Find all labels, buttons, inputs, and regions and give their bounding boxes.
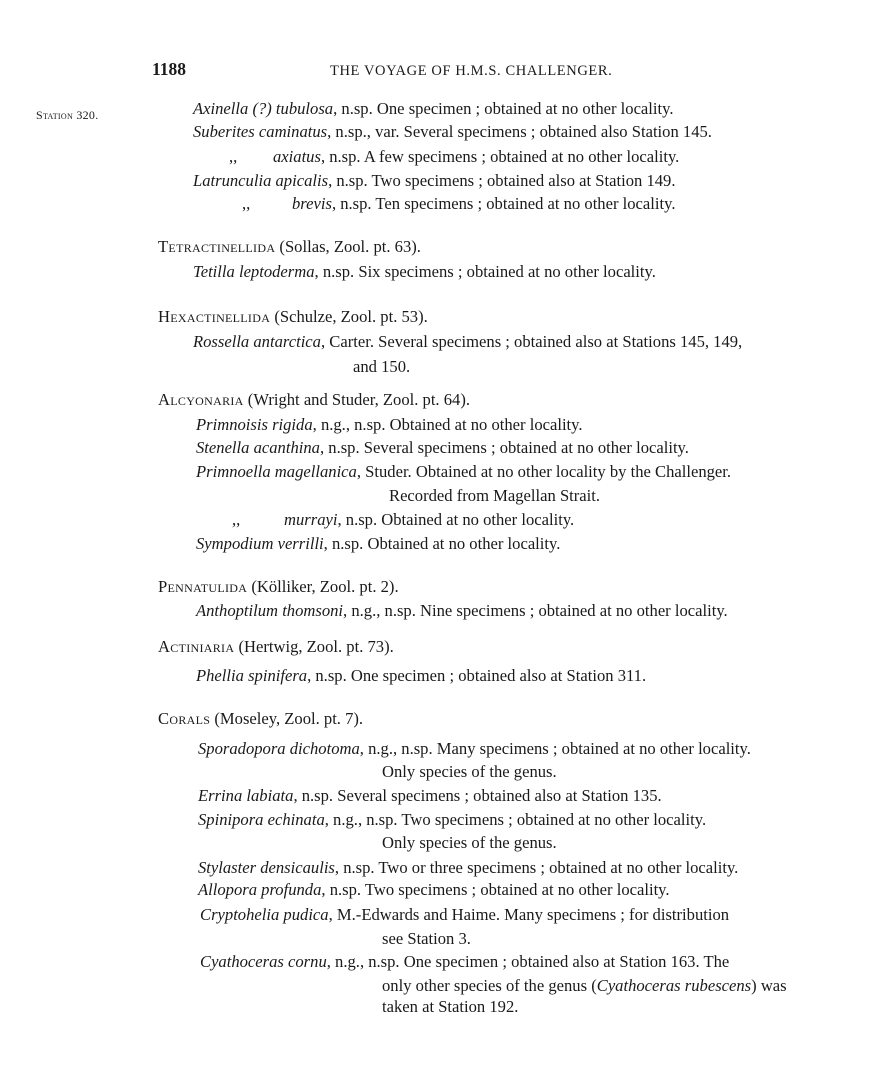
page-number: 1188 (152, 59, 187, 79)
group-name: Pennatulida (158, 577, 248, 596)
entry-cryptohelia-continued: see Station 3. (382, 929, 471, 948)
running-title: THE VOYAGE OF H.M.S. CHALLENGER. (330, 63, 613, 79)
group-ref: (Hertwig, Zool. pt. 73). (234, 637, 394, 656)
section-heading-tetractinellida (158, 236, 421, 259)
entry-text: , n.sp. Obtained at no other locality. (323, 534, 561, 553)
entry-text: , n.sp. Ten specimens ; obtained at no other locality. (331, 194, 676, 213)
entry-latrunculia-apicalis (193, 170, 676, 193)
section-heading-corals (158, 708, 363, 731)
group-name: Corals (158, 709, 211, 728)
species-name: Cyathoceras cornu (200, 952, 327, 971)
entry-cyathoceras-continued-1 (382, 975, 787, 998)
entry-phellia (196, 665, 646, 688)
station-label: Station 320. (36, 108, 99, 122)
entry-sympodium (196, 533, 560, 556)
entry-rossella-continued: and 150. (353, 357, 411, 376)
entry-cryptohelia (200, 904, 729, 927)
entry-errina (198, 785, 662, 808)
entry-primnoella-murrayi (232, 509, 574, 532)
species-name: Stenella acanthina (196, 438, 320, 457)
species-name: Suberites caminatus (193, 122, 328, 141)
entry-text: , n.sp. Two or three specimens ; obtained at no other locality. (334, 858, 739, 877)
entry-suberites-caminatus (193, 121, 712, 144)
entry-rossella (193, 331, 742, 354)
ditto-mark: ,, (232, 510, 241, 529)
species-name: Stylaster densicaulis (198, 858, 335, 877)
entry-text: , n.sp. Two specimens ; obtained at no other locality. (321, 880, 670, 899)
entry-anthoptilum (196, 600, 728, 623)
entry-text: , n.g., n.sp. Many specimens ; obtained at no other locality. (359, 739, 751, 758)
entry-primnoella (196, 461, 731, 484)
species-name: Primnoisis rigida (196, 415, 313, 434)
entry-text: , n.sp., var. Several specimens ; obtained also Station 145. (327, 122, 712, 141)
entry-stylaster (198, 857, 738, 880)
entry-allopora (198, 879, 670, 902)
entry-text: , n.sp. Two specimens ; obtained also at Station 149. (328, 171, 676, 190)
entry-sporadopora (198, 738, 751, 761)
entry-text: , n.sp. Several specimens ; obtained at no other locality. (319, 438, 689, 457)
entry-text: , Studer. Obtained at no other locality by the Challenger. (356, 462, 732, 481)
entry-text: , Carter. Several specimens ; obtained also at Stations 145, 149, (320, 332, 743, 351)
entry-text: only other species of the genus ( (382, 976, 597, 995)
entry-text: , n.g., n.sp. One specimen ; obtained also at Station 163. The (326, 952, 730, 971)
species-name: axiatus (273, 147, 321, 166)
section-heading-pennatulida (158, 576, 399, 599)
section-heading-hexactinellida (158, 306, 428, 329)
section-heading-actiniaria (158, 636, 394, 659)
entry-spinipora (198, 809, 706, 832)
species-name: Anthoptilum thomsoni (196, 601, 344, 620)
group-name: Tetractinellida (158, 237, 276, 256)
entry-text: , n.g., n.sp. Nine specimens ; obtained at no other locality. (343, 601, 728, 620)
group-ref: (Wright and Studer, Zool. pt. 64). (243, 390, 470, 409)
group-ref: (Schulze, Zool. pt. 53). (270, 307, 428, 326)
entry-cyathoceras-continued-2: taken at Station 192. (382, 997, 519, 1016)
species-name: Allopora profunda (198, 880, 322, 899)
entry-text: , n.sp. A few specimens ; obtained at no other locality. (320, 147, 680, 166)
entry-latrunculia-brevis (242, 193, 675, 216)
entry-text: , n.sp. Several specimens ; obtained also at Station 135. (293, 786, 662, 805)
species-name: Spinipora echinata (198, 810, 325, 829)
species-name: Primnoella magellanica (196, 462, 357, 481)
group-name: Hexactinellida (158, 307, 271, 326)
species-name: Tetilla leptoderma (193, 262, 315, 281)
species-name: Sympodium verrilli (196, 534, 324, 553)
species-name: Phellia spinifera (196, 666, 308, 685)
entry-text: , M.-Edwards and Haime. Many specimens ; for distribution (328, 905, 730, 924)
species-name: Cryptohelia pudica (200, 905, 329, 924)
species-name: Rossella antarctica (193, 332, 321, 351)
group-ref: (Moseley, Zool. pt. 7). (210, 709, 364, 728)
entry-text: , n.sp. Obtained at no other locality. (337, 510, 575, 529)
entry-stenella (196, 437, 689, 460)
species-name: Axinella (?) tubulosa (193, 99, 334, 118)
entry-primnoisis (196, 414, 583, 437)
species-name: Latrunculia apicalis (193, 171, 329, 190)
entry-text: , n.g., n.sp. Two specimens ; obtained at no other locality. (324, 810, 707, 829)
ditto-mark: ,, (242, 194, 251, 213)
entry-sporadopora-continued: Only species of the genus. (382, 762, 557, 781)
group-ref: (Sollas, Zool. pt. 63). (275, 237, 421, 256)
species-name: murrayi (284, 510, 338, 529)
group-name: Actiniaria (158, 637, 235, 656)
entry-spinipora-continued: Only species of the genus. (382, 833, 557, 852)
entry-text: ) was (751, 976, 787, 995)
entry-text: , n.sp. Six specimens ; obtained at no other locality. (314, 262, 656, 281)
species-name: Cyathoceras rubescens (596, 976, 752, 995)
entry-cyathoceras (200, 951, 729, 974)
entry-primnoella-continued: Recorded from Magellan Strait. (389, 486, 601, 505)
group-ref: (Kölliker, Zool. pt. 2). (247, 577, 399, 596)
section-heading-alcyonaria (158, 389, 470, 412)
group-name: Alcyonaria (158, 390, 244, 409)
entry-tetilla (193, 261, 656, 284)
entry-text: , n.sp. One specimen ; obtained also at Station 311. (307, 666, 647, 685)
ditto-mark: ,, (229, 147, 238, 166)
entry-suberites-axiatus (229, 146, 679, 169)
species-name: brevis (292, 194, 332, 213)
species-name: Sporadopora dichotoma (198, 739, 360, 758)
species-name: Errina labiata (198, 786, 294, 805)
entry-text: , n.sp. One specimen ; obtained at no other locality. (333, 99, 674, 118)
entry-axinella (193, 98, 674, 121)
entry-text: , n.g., n.sp. Obtained at no other locality. (312, 415, 583, 434)
